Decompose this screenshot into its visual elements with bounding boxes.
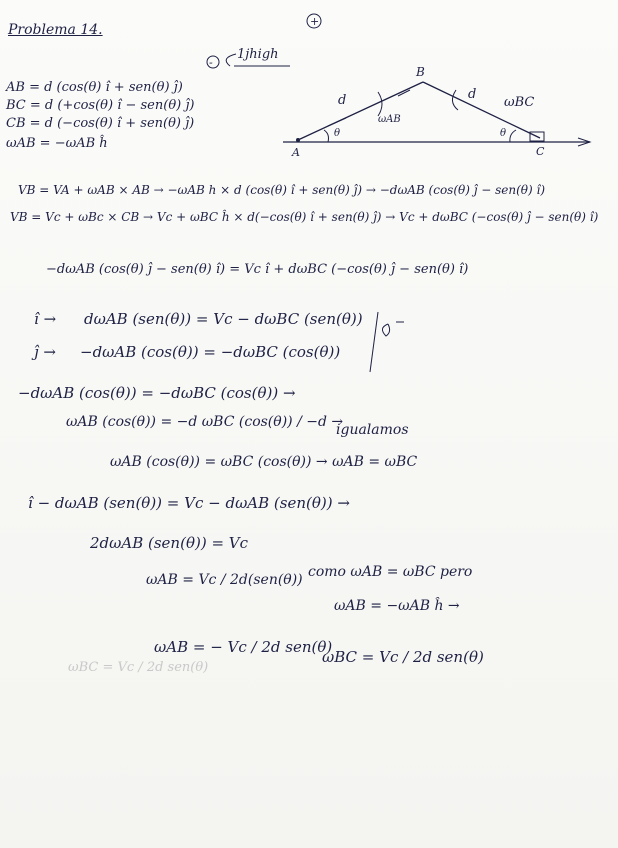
combined-equation: −dωAB (cos(θ) ĵ − sen(θ) î) = Vc î + dωBC (−cos(θ) ĵ − sen(θ) î) (46, 262, 469, 277)
point-c-label: C (536, 145, 545, 158)
solution-step-4: î − dωAB (sen(θ)) = Vc − dωAB (sen(θ)) → (28, 494, 350, 512)
i-component-label: î → (34, 310, 57, 328)
i-component-equation: dωAB (sen(θ)) = Vc − dωBC (sen(θ)) (84, 310, 363, 328)
bracket-mark (366, 306, 416, 378)
note-como: como ωAB = ωBC pero (308, 564, 473, 580)
velocity-equation-2: VB = Vc + ωBc × CB → Vc + ωBC ĥ × d(−cos(θ) î + sen(θ) ĵ) → Vc + dωBC (−cos(θ) ĵ − sen(θ) î) (10, 210, 599, 224)
link-bc (423, 82, 540, 138)
solution-step-1: −dωAB (cos(θ)) = −dωBC (cos(θ)) → (18, 384, 296, 402)
point-a-label: A (292, 146, 300, 159)
definition-omega-ab: ωAB = −ωAB ĥ (6, 136, 108, 151)
minus-marker: - (209, 56, 213, 69)
point-b-label: B (416, 65, 425, 79)
omega-bc-label: ωBC (504, 95, 535, 110)
link-ab (298, 82, 423, 140)
definition-bc: BC = d (+cos(θ) î − sen(θ) ĵ) (6, 98, 195, 113)
definition-ab: AB = d (cos(θ) î + sen(θ) ĵ) (6, 80, 183, 95)
theta-left: θ (334, 128, 341, 139)
j-component-label: ĵ → (34, 343, 56, 361)
plus-marker: + (310, 15, 320, 28)
solution-step-2: ωAB (cos(θ)) = −d ωBC (cos(θ)) / −d → (66, 414, 344, 430)
page-title: Problema 14. (8, 22, 103, 38)
linkage-diagram (278, 60, 598, 160)
solution-step-3: ωAB (cos(θ)) = ωBC (cos(θ)) → ωAB = ωBC (110, 454, 418, 470)
solution-step-5: 2dωAB (sen(θ)) = Vc (90, 534, 249, 552)
bleed-through-text: ωBC = Vc / 2d sen(θ) (68, 660, 209, 675)
solution-step-6: ωAB = Vc / 2d(sen(θ)) (146, 572, 303, 588)
note-igualamos: igualamos (336, 422, 409, 438)
final-omega-ab: ωAB = − Vc / 2d sen(θ) (154, 638, 333, 656)
note-vector: ωAB = −ωAB ĥ → (334, 598, 460, 614)
length-d-right: d (468, 87, 477, 102)
velocity-equation-1: VB = VA + ωAB × AB → −ωAB h × d (cos(θ) î + sen(θ) ĵ) → −dωAB (cos(θ) ĵ − sen(θ) î) (18, 183, 546, 197)
omega-ab-label: ωAB (378, 114, 401, 125)
theta-right: θ (500, 128, 507, 139)
j-component-equation: −dωAB (cos(θ)) = −dωBC (cos(θ)) (80, 343, 341, 361)
length-d-left: d (338, 93, 347, 108)
definition-cb: CB = d (−cos(θ) î + sen(θ) ĵ) (6, 116, 195, 131)
final-omega-bc: ωBC = Vc / 2d sen(θ) (322, 648, 484, 666)
axis-label: 1jhigh (237, 47, 279, 62)
